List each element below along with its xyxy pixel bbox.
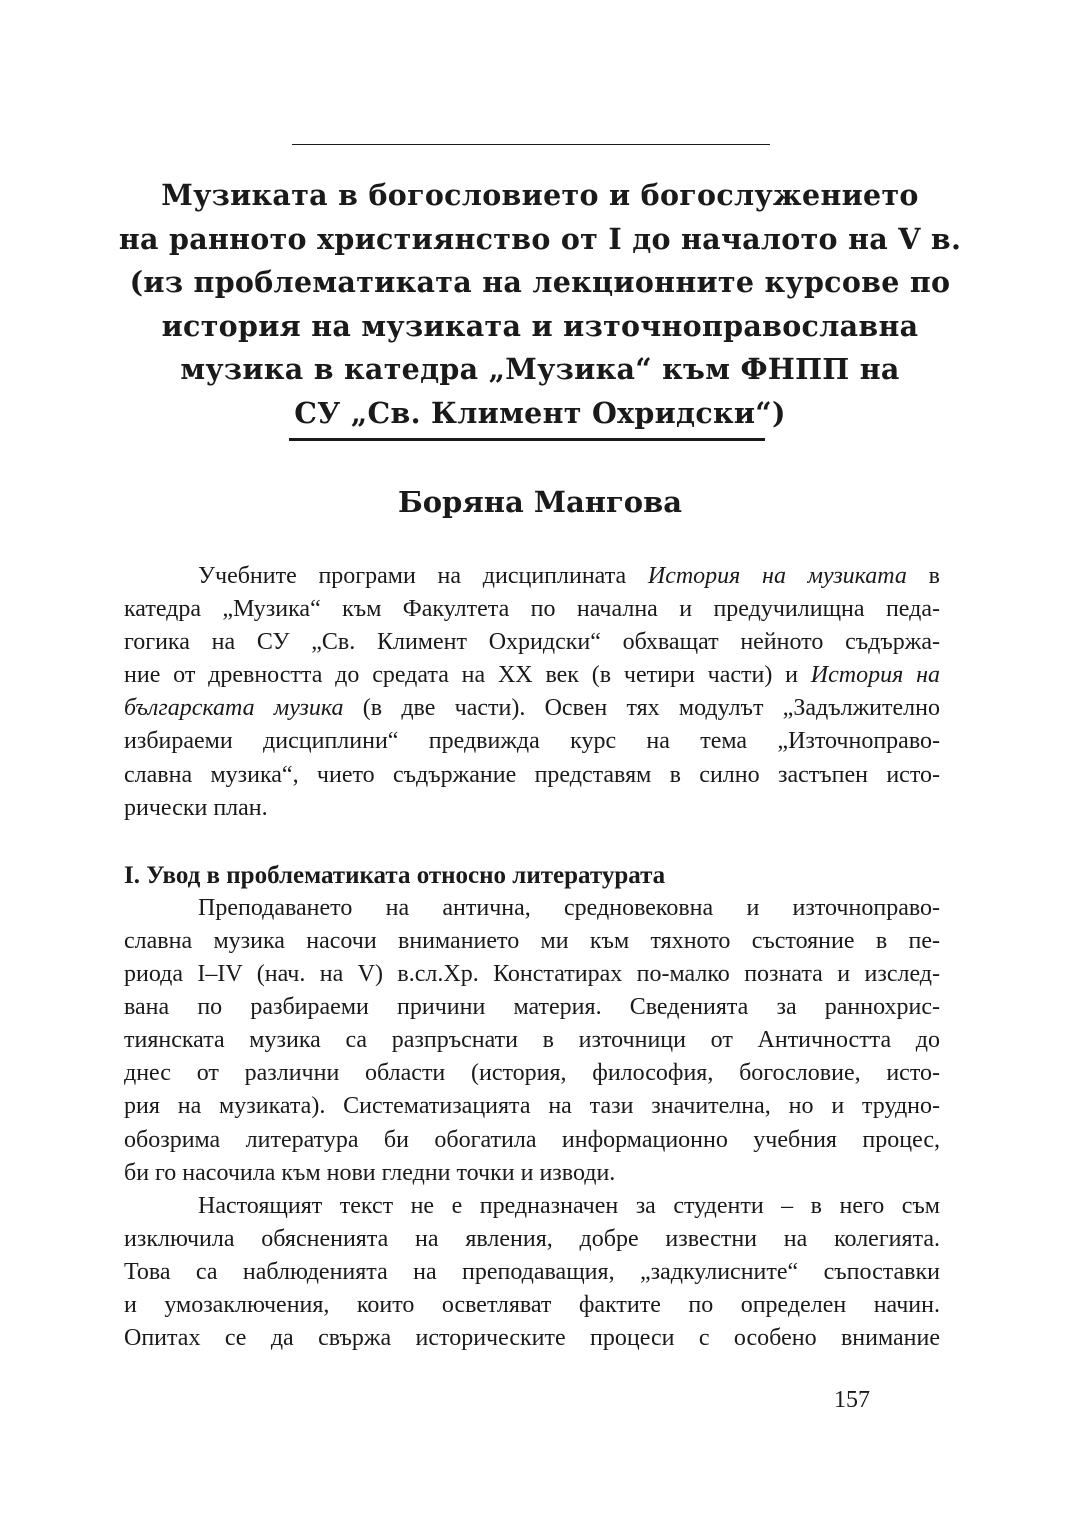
- text-line: би го насочила към нови гледни точки и изводи.: [124, 1159, 616, 1186]
- text-line: изключила обясненията на явления, добре известни на колегията.: [124, 1225, 940, 1252]
- text-line: славна музика“, чието съдържание представям в силно застъпен исто-: [124, 761, 940, 788]
- italic-title: История на музиката: [647, 563, 907, 589]
- article-title: [110, 174, 970, 435]
- text-line: рически план.: [124, 794, 268, 821]
- title-top-rule: [292, 144, 770, 145]
- text-line: риода I–IV (нач. на V) в.сл.Хр. Констатирах по-малко позната и изслед-: [124, 961, 940, 988]
- text-line: катедра „Музика“ към Факултета по начална и предучилищна педа-: [124, 596, 940, 623]
- text-line: Настоящият текст не е предназначен за студенти – в него съм: [198, 1192, 940, 1219]
- section-heading: I. Увод в проблематиката относно литературата: [124, 861, 666, 889]
- text-run: ние от древността до средата на XX век (в четири части) и: [124, 662, 811, 689]
- title-line: история на музиката и източноправославна: [161, 308, 919, 343]
- paragraph-gap: [124, 825, 940, 859]
- title-line: СУ „Св. Климент Охридски“): [294, 395, 786, 430]
- article-body: [124, 560, 940, 1355]
- text-run: (в две части). Освен тях модулът „Задължително: [343, 695, 940, 722]
- page-number: 157: [834, 1387, 870, 1413]
- title-line: Музиката в богословието и богослужението: [161, 178, 919, 212]
- text-run: Учебните програми на дисциплината: [198, 563, 648, 589]
- italic-title: българската музика: [124, 695, 344, 722]
- title-line: (из проблематиката на лекционните курсове по: [129, 265, 951, 299]
- text-line: [124, 659, 940, 692]
- text-line: тиянската музика са разпръснати в източници от Античността до: [124, 1027, 940, 1054]
- text-line: избираеми дисциплини“ предвижда курс на тема „Източноправо-: [124, 728, 940, 755]
- author-name: Боряна Мангова: [397, 485, 683, 519]
- title-bottom-rule: [289, 438, 765, 441]
- intro-paragraph: [124, 560, 940, 825]
- title-line: на ранното християнство от I до началото на V в.: [118, 221, 962, 256]
- italic-title: История на: [810, 662, 940, 689]
- text-line: вана по разбираеми причини материя. Сведенията за раннохрис-: [124, 994, 940, 1021]
- text-line: рия на музиката). Систематизацията на тази значителна, но и трудно-: [124, 1093, 940, 1120]
- text-line: [124, 560, 940, 593]
- text-run: в: [906, 563, 940, 589]
- text-line: гогика на СУ „Св. Климент Охридски“ обхващат нейното съдържа-: [124, 629, 940, 656]
- text-line: Опитах се да свържа историческите процеси с особено внимание: [124, 1325, 940, 1352]
- section-paragraph: [124, 1190, 940, 1355]
- text-line: обозрима литература би обогатила информационно учебния процес,: [124, 1126, 940, 1153]
- text-line: славна музика насочи вниманието ми към тяхното състояние в пе-: [124, 927, 940, 954]
- text-line: днес от различни области (история, философия, богословие, исто-: [124, 1060, 940, 1087]
- text-line: Това са наблюденията на преподаващия, „задкулисните“ съпоставки: [124, 1258, 940, 1285]
- text-line: и умозаключения, които осветляват фактите по определен начин.: [124, 1291, 940, 1318]
- title-line: музика в катедра „Музика“ към ФНПП на: [180, 352, 900, 386]
- text-line: Преподаването на антична, средновековна и източноправо-: [198, 894, 940, 921]
- section-paragraph: [124, 892, 940, 1190]
- text-line: [124, 692, 940, 725]
